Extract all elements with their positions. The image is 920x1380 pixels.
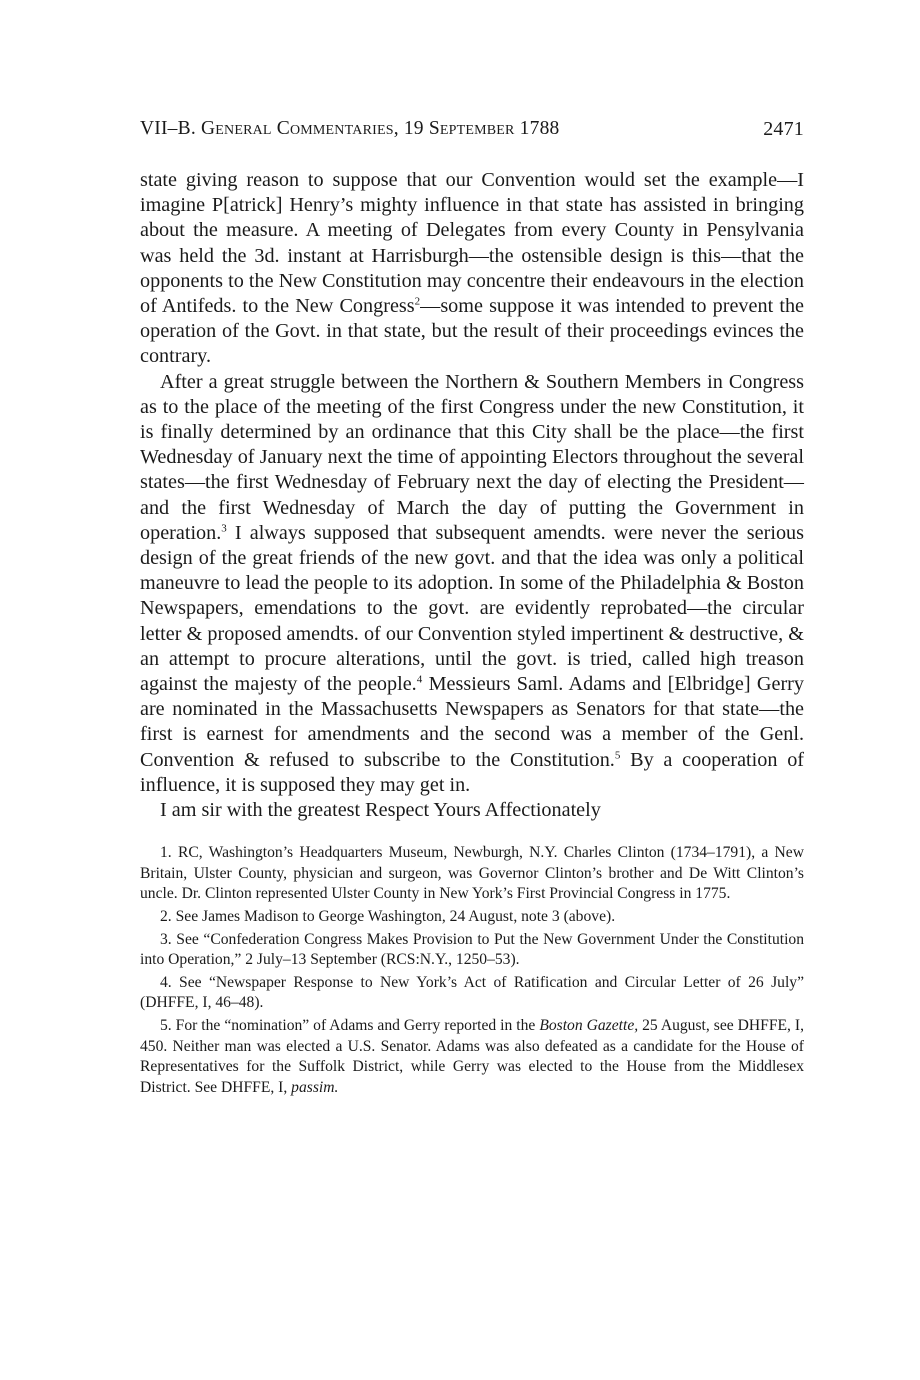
text-run: —some suppose it was intended to prevent the operation of the Govt. in that state, but the result of their proceedings evinces the contrary. <box>140 295 804 368</box>
text-run: I always supposed that subsequent amendts. were never the serious design of the great friends of the new govt. and that the idea was only a political maneuvre to lead the people to its adoption. In some of the Philadelphia & Boston Newspapers, emendations to the govt. are evidently reprobated—the circular letter & proposed amendts. of our Convention styled impertinent & destructive, & an attempt to procure alterations, until the govt. is tried, called high treason against the majesty of the people. <box>140 521 804 696</box>
text-run: Messieurs Saml. Adams and [Elbridge] Gerry are nominated in the Massachusetts Newspapers as Senators for that state—the first is earnest for amendments and the second was a member of the Genl. Convention & refused to subscribe to the Constitution. <box>140 673 804 771</box>
footnote-ref[interactable]: 2 <box>414 295 421 308</box>
body-paragraph <box>140 168 804 370</box>
footnote <box>140 1016 804 1098</box>
footnote-ref[interactable]: 3 <box>221 522 227 535</box>
document-page <box>140 118 804 1100</box>
closing-line: I am sir with the greatest Respect Yours Affectionately <box>160 799 601 822</box>
footnote-ref[interactable]: 4 <box>416 673 423 686</box>
footnote: 3. See “Confederation Congress Makes Provision to Put the New Government Under the Constitution into Operation,” 2 July–13 September (RCS:N.Y., 1250–53). <box>140 930 804 969</box>
running-title: VII–B. General Commentaries, 19 September 1788 <box>140 118 560 139</box>
text-run: 5. For the “nomination” of Adams and Gerry reported in the <box>160 1017 540 1035</box>
footnote: 2. See James Madison to George Washington, 24 August, note 3 (above). <box>160 908 616 926</box>
footnote-ref[interactable]: 5 <box>614 748 621 761</box>
text-run: By a cooperation of influence, it is supposed they may get in. <box>140 748 805 796</box>
text-run: 25 August, see DHFFE, I, 450. Neither man was elected a U.S. Senator. Adams was also defeated as a candidate for the House of Representatives for the Suffolk District, while Gerry was elected to the House from the Middlesex District. See DHFFE, I, <box>140 1017 804 1096</box>
running-head <box>140 118 804 152</box>
body-paragraph <box>140 370 804 798</box>
footnotes <box>140 843 804 1098</box>
text-run: After a great struggle between the Northern & Southern Members in Congress as to the place of the meeting of the first Congress under the new Constitution, it is finally determined by an ordinance that this City shall be the place—the first Wednesday of January next the time of appointing Electors throughout the several states—the first Wednesday of February next the day of electing the President—and the first Wednesday of March the day of putting the Government in operation. <box>140 370 804 544</box>
page-number: 2471 <box>763 118 804 140</box>
text-run: state giving reason to suppose that our Convention would set the example—I imagine P[atrick] Henry’s mighty influence in that state has assisted in bringing about the measure. A meeting of Delegates from every County in Pensylvania was held the 3d. instant at Harrisburgh—the ostensible design is this—that the opponents to the New Constitution may concentre their endeavours in the election of Antifeds. to the New Congress <box>140 169 804 318</box>
letter-body <box>140 168 804 823</box>
italic-term: passim. <box>291 1078 339 1096</box>
footnote: 1. RC, Washington’s Headquarters Museum, Newburgh, N.Y. Charles Clinton (1734–1791), a New Britain, Ulster County, physician and surgeon, was Governor Clinton’s brother and De Witt Clinton’s uncle. Dr. Clinton represented Ulster County in New York’s First Provincial Congress in 1775. <box>140 844 804 903</box>
italic-title: Boston Gazette, <box>539 1017 639 1035</box>
footnote: 4. See “Newspaper Response to New York’s Act of Ratification and Circular Letter of 26 July” (DHFFE, I, 46–48). <box>140 973 804 1012</box>
